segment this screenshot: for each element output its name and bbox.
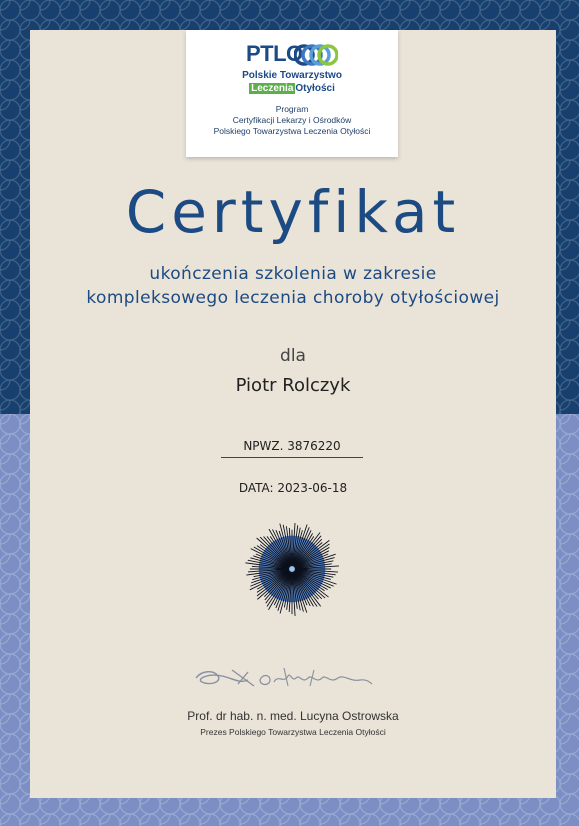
signatory-role: Prezes Polskiego Towarzystwa Leczenia Otyłości (200, 727, 386, 737)
subtitle-line2: kompleksowego leczenia choroby otyłościowej (86, 288, 500, 308)
certificate-date: DATA: 2023-06-18 (238, 481, 348, 495)
program-line1: Program (275, 104, 309, 114)
logo-rest-word: Otyłości (295, 83, 335, 94)
logo-highlight-word: Leczenia (251, 83, 294, 94)
logo-text-line1: Polskie Towarzystwo (242, 70, 342, 81)
starburst-emblem-icon (243, 520, 341, 618)
logo-text-line2 (186, 83, 398, 95)
npwz-number: NPWZ. 3876220 (221, 438, 363, 458)
subtitle-line1: ukończenia szkolenia w zakresie (149, 264, 437, 284)
for-label: dla (280, 346, 306, 366)
recipient-name: Piotr Rolczyk (235, 375, 351, 396)
program-line3: Polskiego Towarzystwa Leczenia Otyłości (213, 126, 371, 136)
logo-card (186, 30, 398, 157)
certificate-title: Certyfikat (125, 178, 461, 246)
ptlo-logo (246, 42, 346, 68)
signatory-name: Prof. dr hab. n. med. Lucyna Ostrowska (187, 709, 399, 723)
logo-acronym: PTLO (246, 41, 303, 66)
program-text (186, 104, 398, 137)
program-line2: Certyfikacji Lekarzy i Ośrodków (232, 115, 352, 125)
certificate-subtitle (30, 262, 556, 310)
signature-image (188, 660, 378, 696)
logo-rings-icon (294, 44, 338, 66)
